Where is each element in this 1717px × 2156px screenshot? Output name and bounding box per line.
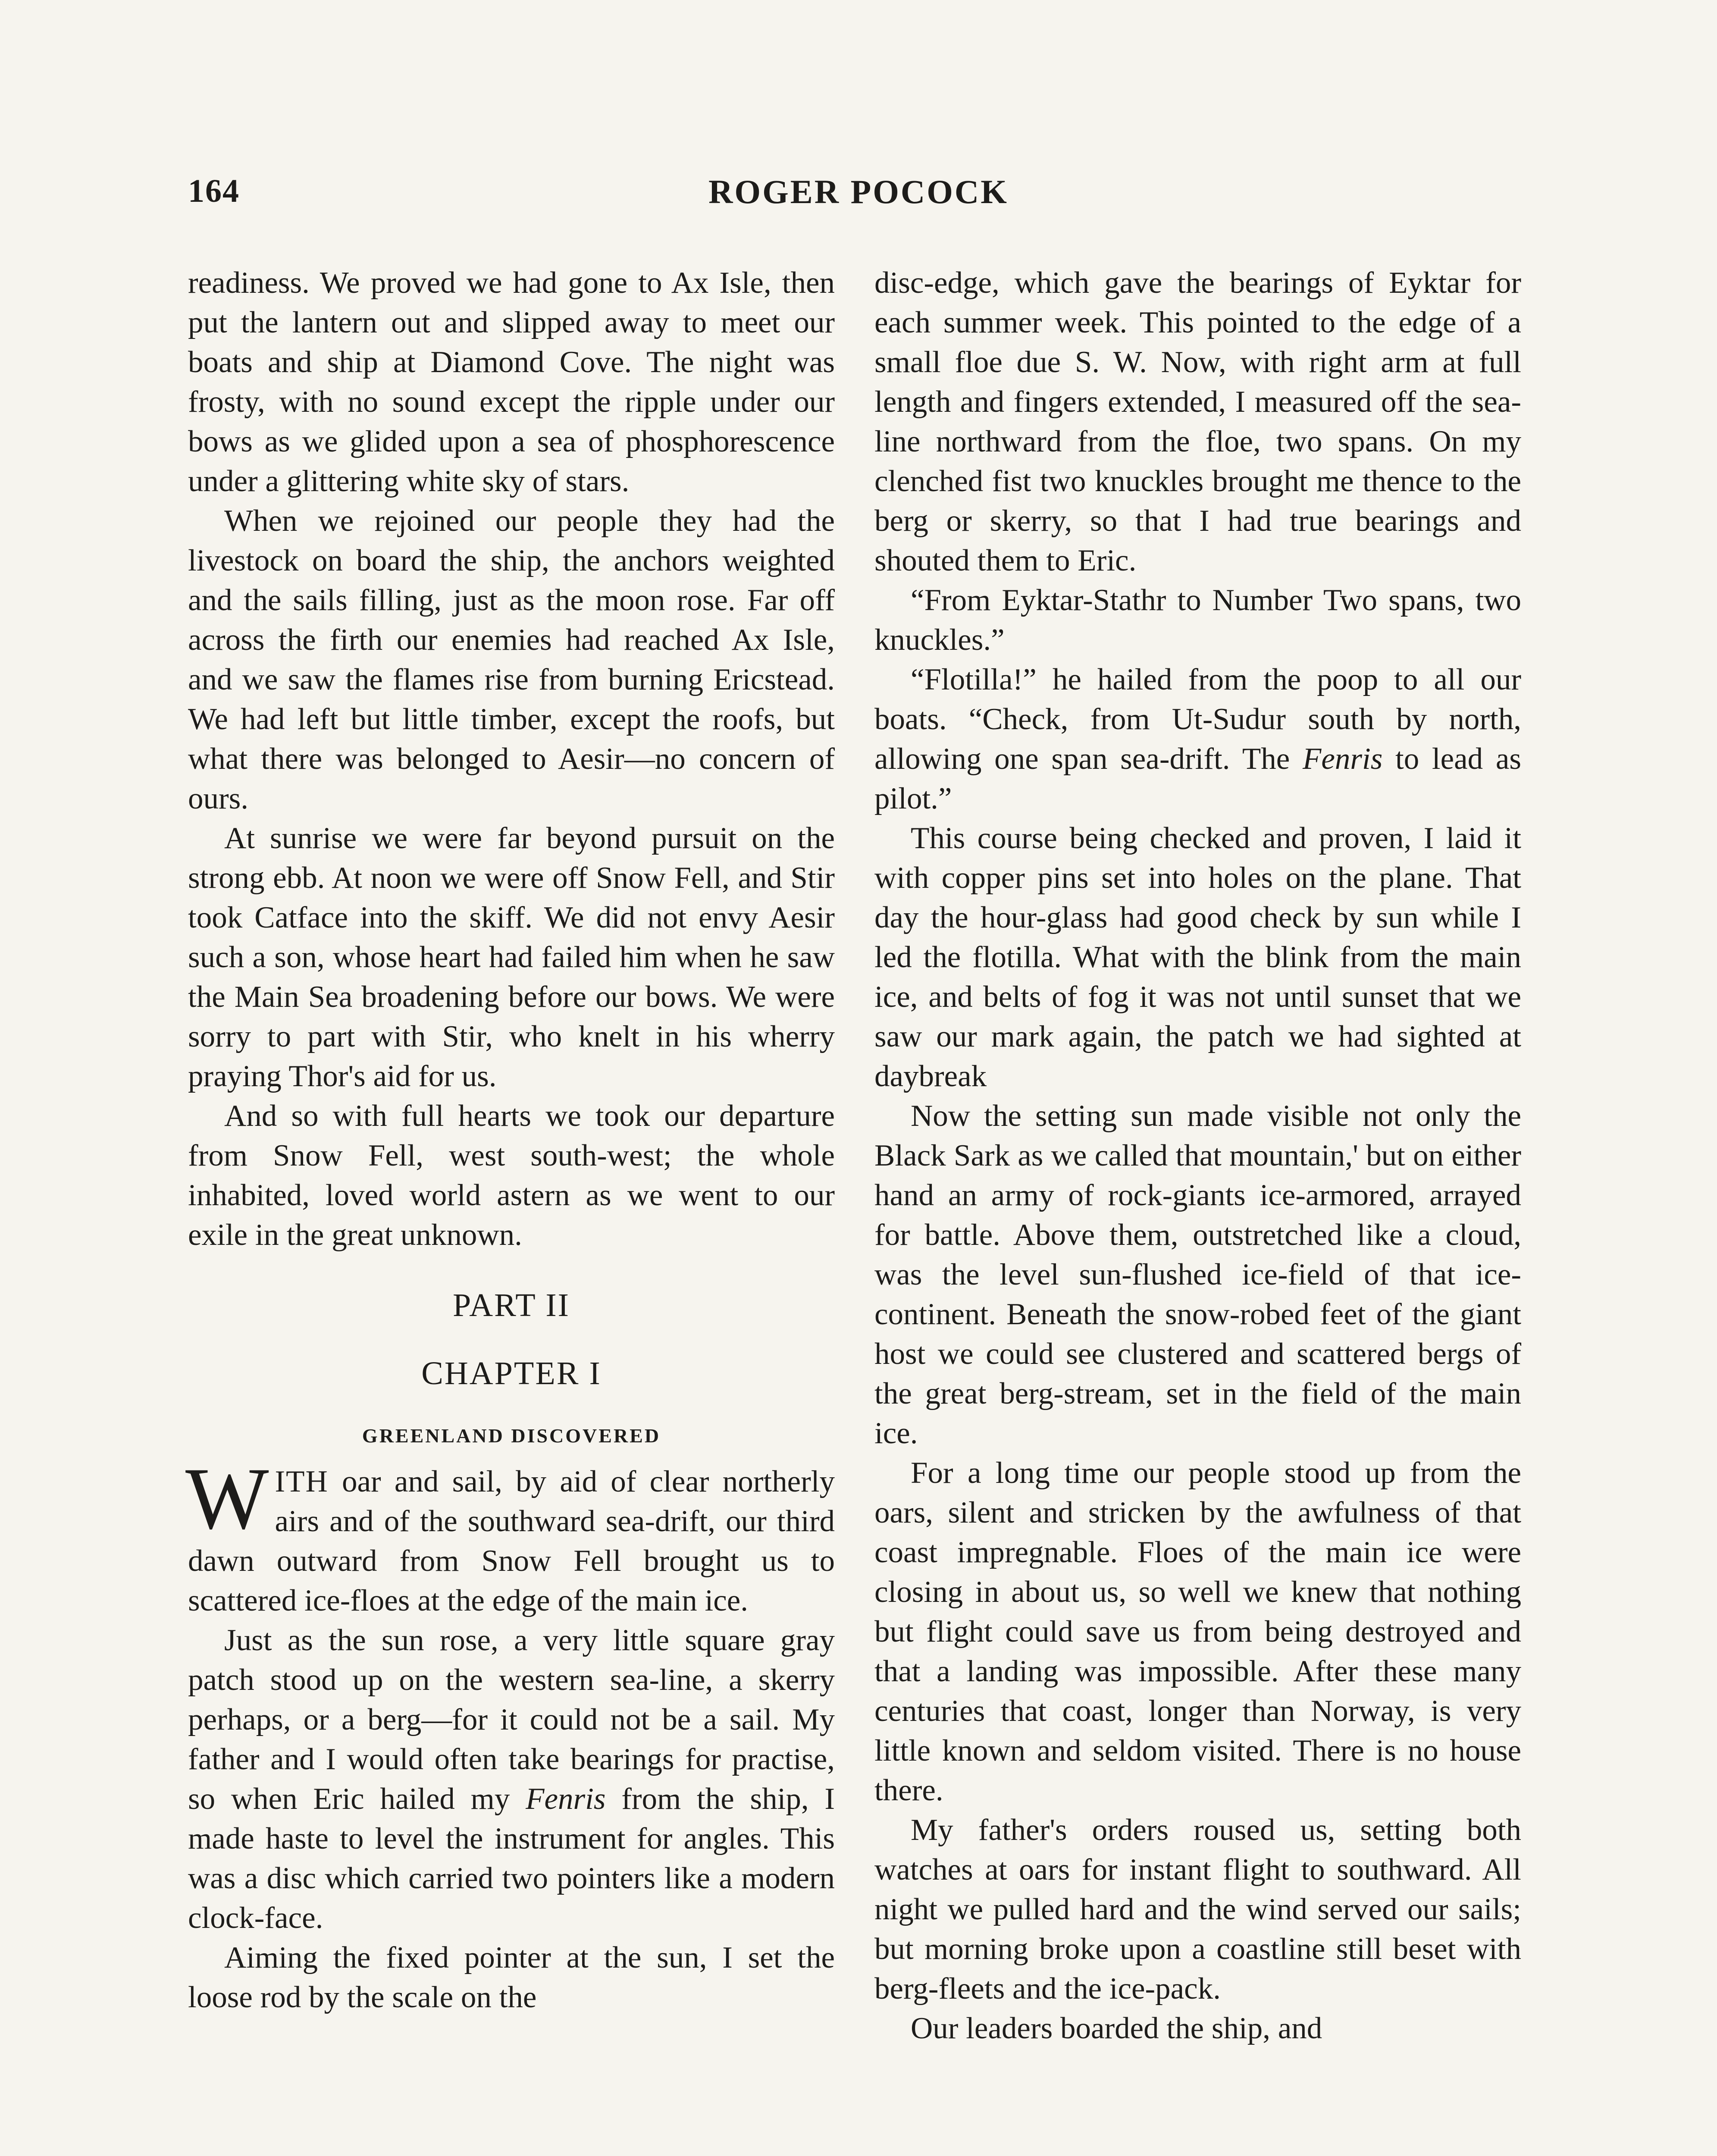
- paragraph: My father's orders roused us, setting both watches at oars for instant flight to southward. All night we pulled hard and the wind served our sails; but morning broke upon a coastline still beset with berg-fleets and the ice-pack.: [874, 1813, 1521, 2006]
- ship-name: Fenris: [1302, 742, 1383, 776]
- paragraph: disc-edge, which gave the bearings of Eyktar for each summer week. This pointed to the edge of a small floe due S. W. Now, with right arm at full length and fingers extended, I measured off the sea-line northward from the floe, two spans. On my clenched fist two knuckles brought me thence to the berg or skerry, so that I had true bearings and shouted them to Eric.: [874, 266, 1521, 577]
- paragraph: And so with full hearts we took our departure from Snow Fell, west south-west; the whole inhabited, loved world astern as we went to our exile in the great unknown.: [188, 1099, 835, 1252]
- paragraph-text: to lead as pilot.”: [874, 742, 1522, 815]
- left-column: [185, 263, 835, 2017]
- paragraph: readiness. We proved we had gone to Ax Isle, then put the lantern out and slipped away to meet our boats and ship at Diamond Cove. The night was frosty, with no sound except the ripple under our bows as we glided upon a sea of phosphorescence under a glittering white sky of stars.: [188, 266, 835, 498]
- paragraph: This course being checked and proven, I laid it with copper pins set into holes on the plane. That day the hour-glass had good check by sun while I led the flotilla. What with the blink from the main ice, and belts of fog it was not until sunset that we saw our mark again, the patch we had sighted at daybreak: [874, 821, 1521, 1093]
- paragraph: [874, 660, 1521, 818]
- paragraph: Aiming the fixed pointer at the sun, I set the loose rod by the scale on the: [188, 1941, 835, 2014]
- page-number: 164: [188, 173, 240, 209]
- ship-name: Fenris: [526, 1782, 606, 1816]
- paragraph-text: from the ship, I made haste to level the instrument for angles. This was a disc which carried two pointers like a modern clock-face.: [188, 1782, 835, 1935]
- page-header: [188, 172, 1529, 220]
- chapter-subtitle: GREENLAND DISCOVERED: [362, 1425, 661, 1447]
- running-head: ROGER POCOCK: [708, 173, 1009, 210]
- lead-word: ITH: [275, 1465, 329, 1498]
- paragraph-text: Just as the sun rose, a very little square gray patch stood up on the western sea-line, a skerry perhaps, or a berg—for it could not be a sail. My father and I would often take bearings for practise, so when Eric hailed my: [188, 1623, 835, 1816]
- paragraph: At sunrise we were far beyond pursuit on the strong ebb. At noon we were off Snow Fell, and Stir took Catface into the skiff. We did not envy Aesir such a son, whose heart had failed him when he saw the Main Sea broadening before our bows. We were sorry to part with Stir, who knelt in his wherry praying Thor's aid for us.: [188, 821, 835, 1093]
- paragraph-text: oar and sail, by aid of clear northerly airs and of the southward sea-drift, our third dawn outward from Snow Fell brought us to scattered ice-floes at the edge of the main ice.: [188, 1465, 835, 1617]
- paragraph-text: “Flotilla!” he hailed from the poop to all our boats. “Check, from Ut-Sudur south by north, allowing one span sea-drift. The: [874, 663, 1521, 776]
- part-title: PART II: [453, 1287, 570, 1323]
- paragraph: Our leaders boarded the ship, and: [911, 2012, 1322, 2045]
- drop-cap: W: [185, 1450, 269, 1548]
- opening-paragraph: [185, 1450, 835, 1620]
- chapter-title: CHAPTER I: [421, 1355, 602, 1391]
- paragraph: “From Eyktar-Stathr to Number Two spans, two knuckles.”: [874, 583, 1521, 657]
- right-column: [874, 263, 1521, 2048]
- paragraph: When we rejoined our people they had the livestock on board the ship, the anchors weighted and the sails filling, just as the moon rose. Far off across the firth our enemies had reached Ax Isle, and we saw the flames rise from burning Ericstead. We had left but little timber, except the roofs, but what there was belonged to Aesir—no concern of ours.: [188, 504, 835, 815]
- paragraph: For a long time our people stood up from the oars, silent and stricken by the awfulness of that coast impregnable. Floes of the main ice were closing in about us, so well we knew that nothing but flight could save us from being destroyed and that a landing was impossible. After these many centuries that coast, longer than Norway, is very little known and seldom visited. There is no house there.: [874, 1456, 1521, 1807]
- paragraph: Now the setting sun made visible not only the Black Sark as we called that mountain,' but on either hand an army of rock-giants ice-armored, arrayed for battle. Above them, outstretched like a cloud, was the level sun-flushed ice-field of that ice-continent. Beneath the snow-robed feet of the giant host we could see clustered and scattered bergs of the great berg-stream, set in the field of the main ice.: [874, 1099, 1521, 1450]
- paragraph: [188, 1620, 835, 1938]
